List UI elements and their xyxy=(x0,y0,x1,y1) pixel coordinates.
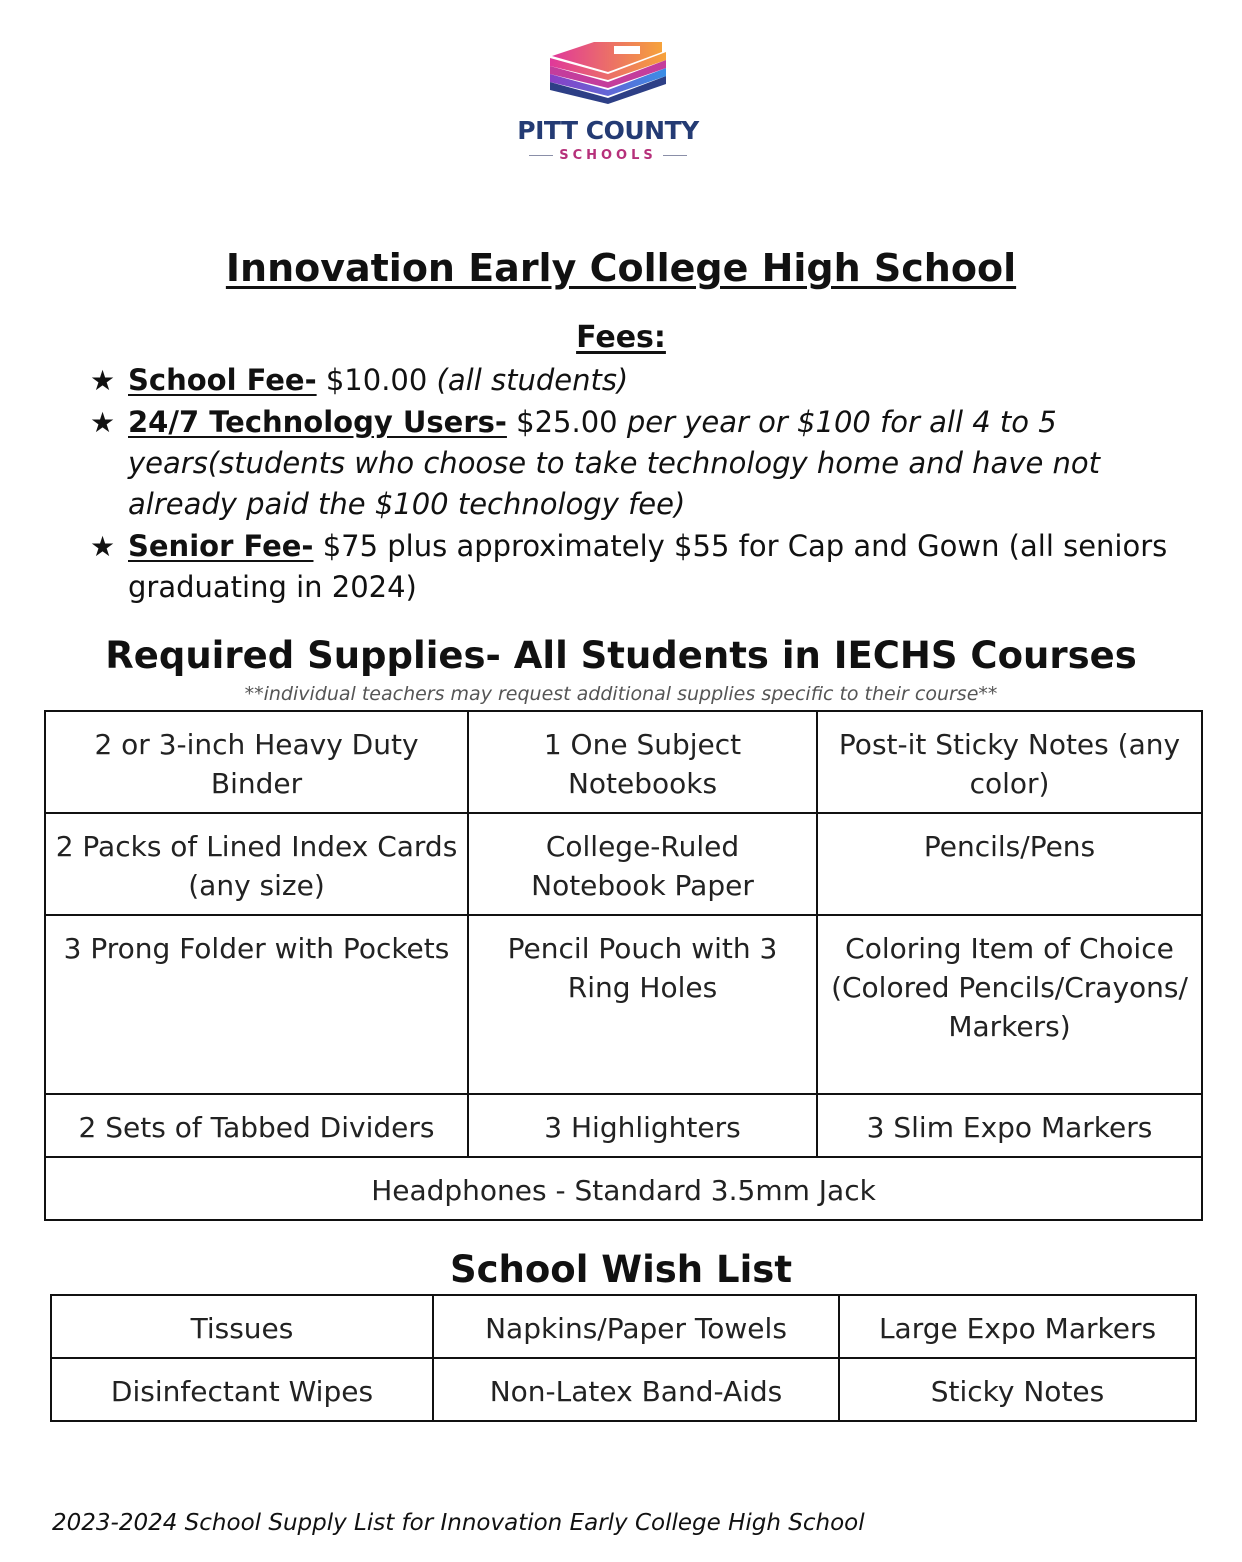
fee-item xyxy=(90,360,1190,401)
logo-layers-icon xyxy=(544,38,672,104)
pitt-county-schools-logo xyxy=(500,38,716,168)
fee-label: School Fee- xyxy=(128,363,317,397)
table-cell: 2 Packs of Lined Index Cards (any size) xyxy=(45,813,468,915)
fee-value: $75 plus approximately $55 for Cap and Gown (all seniors graduating in 2024) xyxy=(128,529,1168,604)
fee-item xyxy=(90,526,1190,608)
wish-list-heading: School Wish List xyxy=(449,1248,793,1291)
fee-label: 24/7 Technology Users- xyxy=(128,405,507,439)
fee-value: $10.00 xyxy=(316,363,437,397)
fee-note: per year or $100 for all 4 to 5 years(students who choose to take technology home and have not already paid the $100 technology fee) xyxy=(128,405,1100,521)
required-supplies-note: **individual teachers may request additional supplies specific to their course** xyxy=(244,683,998,705)
table-cell: 1 One Subject Notebooks xyxy=(468,711,817,813)
table-cell: Tissues xyxy=(51,1295,433,1358)
table-row xyxy=(51,1295,1196,1358)
required-supplies-table xyxy=(44,710,1203,1221)
table-cell: Disinfectant Wipes xyxy=(51,1358,433,1421)
table-cell: 3 Prong Folder with Pockets xyxy=(45,915,468,1094)
table-cell: 3 Highlighters xyxy=(468,1094,817,1157)
table-row xyxy=(45,711,1202,813)
table-cell: Headphones - Standard 3.5mm Jack xyxy=(45,1157,1202,1220)
table-cell: Large Expo Markers xyxy=(839,1295,1196,1358)
table-cell: Pencil Pouch with 3 Ring Holes xyxy=(468,915,817,1094)
fee-label: Senior Fee- xyxy=(128,529,314,563)
page-title: Innovation Early College High School xyxy=(225,246,1017,290)
table-cell: Pencils/Pens xyxy=(817,813,1202,915)
table-row xyxy=(51,1358,1196,1421)
footer-text: 2023-2024 School Supply List for Innovation Early College High School xyxy=(52,1510,865,1536)
star-bullet-icon: ★ xyxy=(90,364,116,397)
table-cell: Post-it Sticky Notes (any color) xyxy=(817,711,1202,813)
table-row xyxy=(45,813,1202,915)
fee-note: (all students) xyxy=(436,363,629,397)
table-cell: 2 Sets of Tabbed Dividers xyxy=(45,1094,468,1157)
table-row xyxy=(45,1094,1202,1157)
fee-item xyxy=(90,402,1190,525)
logo-subtitle: SCHOOLS xyxy=(500,148,716,163)
table-cell: Napkins/Paper Towels xyxy=(433,1295,839,1358)
fees-heading: Fees: xyxy=(576,320,666,355)
table-cell: College-Ruled Notebook Paper xyxy=(468,813,817,915)
star-bullet-icon: ★ xyxy=(90,406,116,439)
table-cell: Non-Latex Band-Aids xyxy=(433,1358,839,1421)
logo-name: PITT COUNTY xyxy=(517,116,699,145)
required-supplies-heading: Required Supplies- All Students in IECHS Courses xyxy=(105,634,1137,677)
wish-list-table xyxy=(50,1294,1197,1422)
table-cell: Sticky Notes xyxy=(839,1358,1196,1421)
table-cell: Coloring Item of Choice (Colored Pencils/Crayons/ Markers) xyxy=(817,915,1202,1094)
table-row xyxy=(45,915,1202,1094)
table-cell: 3 Slim Expo Markers xyxy=(817,1094,1202,1157)
table-cell: 2 or 3-inch Heavy Duty Binder xyxy=(45,711,468,813)
table-row xyxy=(45,1157,1202,1220)
star-bullet-icon: ★ xyxy=(90,530,116,563)
fee-value: $25.00 xyxy=(506,405,627,439)
fees-list xyxy=(90,360,1190,609)
